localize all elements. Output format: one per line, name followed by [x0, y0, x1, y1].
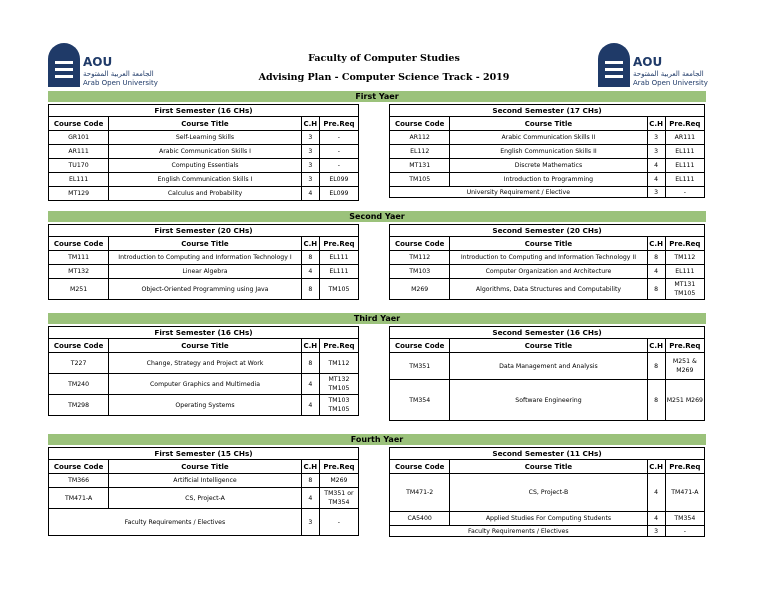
- credit-hours: 3: [301, 173, 319, 187]
- credit-hours: 4: [301, 395, 319, 416]
- column-header-ch: C.H: [301, 339, 319, 353]
- prerequisite: EL111: [319, 265, 358, 279]
- course-title: Operating Systems: [109, 395, 302, 416]
- column-header-ch: C.H: [647, 117, 665, 131]
- prerequisite: EL111: [665, 173, 704, 187]
- credit-hours: 3: [647, 145, 665, 159]
- prerequisite: TM471-A: [665, 474, 704, 512]
- elective-row: [390, 526, 705, 537]
- logo-arabic: الجامعة العربية المفتوحة: [83, 70, 154, 78]
- column-header-title: Course Title: [109, 117, 302, 131]
- course-row: [390, 251, 705, 265]
- prerequisite: TM112: [665, 251, 704, 265]
- course-row: [390, 474, 705, 512]
- credit-hours: 3: [301, 131, 319, 145]
- course-row: [49, 187, 359, 201]
- prerequisite: EL111: [665, 265, 704, 279]
- course-title: Data Management and Analysis: [450, 353, 647, 380]
- course-code: TM105: [390, 173, 450, 187]
- prerequisite: EL111: [319, 251, 358, 265]
- course-row: [390, 353, 705, 380]
- course-row: [49, 488, 359, 509]
- course-code: MT129: [49, 187, 109, 201]
- credit-hours: 3: [647, 526, 665, 537]
- semester-title: Second Semester (17 CHs): [390, 105, 705, 117]
- semester-title: First Semester (20 CHs): [49, 225, 359, 237]
- column-header-ch: C.H: [647, 339, 665, 353]
- credit-hours: 8: [647, 380, 665, 421]
- column-header-prereq: Pre.Req: [665, 117, 704, 131]
- course-code: TM111: [49, 251, 109, 265]
- column-header-title: Course Title: [109, 237, 302, 251]
- course-title: Self-Learning Skills: [109, 131, 302, 145]
- column-header-code: Course Code: [390, 339, 450, 353]
- aou-emblem-icon: [598, 43, 630, 87]
- credit-hours: 4: [301, 374, 319, 395]
- course-row: [49, 251, 359, 265]
- course-code: AR112: [390, 131, 450, 145]
- course-title: Software Engineering: [450, 380, 647, 421]
- credit-hours: 3: [647, 187, 665, 198]
- second-semester-table: [389, 224, 705, 300]
- aou-emblem-icon: [48, 43, 80, 87]
- credit-hours: 3: [301, 145, 319, 159]
- column-header-code: Course Code: [390, 117, 450, 131]
- column-header-prereq: Pre.Req: [319, 117, 358, 131]
- course-code: EL112: [390, 145, 450, 159]
- course-row: [49, 374, 359, 395]
- column-header-prereq: Pre.Req: [319, 460, 358, 474]
- page-title: Faculty of Computer Studies: [308, 53, 460, 64]
- column-header-ch: C.H: [301, 460, 319, 474]
- course-title: Linear Algebra: [109, 265, 302, 279]
- course-title: Calculus and Probability: [109, 187, 302, 201]
- course-code: TM471-2: [390, 474, 450, 512]
- credit-hours: 8: [647, 353, 665, 380]
- second-semester-table: [389, 326, 705, 421]
- column-header-ch: C.H: [647, 237, 665, 251]
- year-header: Fourth Yaer: [48, 434, 706, 445]
- course-code: T227: [49, 353, 109, 374]
- course-row: [390, 265, 705, 279]
- elective-title: Faculty Requirements / Electives: [49, 509, 302, 536]
- semester-title: First Semester (16 CHs): [49, 327, 359, 339]
- course-title: Applied Studies For Computing Students: [450, 512, 647, 526]
- credit-hours: 8: [301, 251, 319, 265]
- course-code: TM471-A: [49, 488, 109, 509]
- course-code: TM354: [390, 380, 450, 421]
- logo-abbr: AOU: [633, 55, 663, 69]
- prerequisite: -: [665, 187, 704, 198]
- prerequisite: -: [319, 145, 358, 159]
- course-title: English Communication Skills II: [450, 145, 647, 159]
- credit-hours: 4: [647, 159, 665, 173]
- first-semester-table: [48, 224, 359, 300]
- elective-title: University Requirement / Elective: [390, 187, 648, 198]
- course-row: [49, 353, 359, 374]
- prerequisite: TM351 or TM354: [319, 488, 358, 509]
- year-header: First Yaer: [48, 91, 706, 102]
- credit-hours: 3: [301, 159, 319, 173]
- course-row: [390, 173, 705, 187]
- column-header-ch: C.H: [301, 117, 319, 131]
- credit-hours: 4: [647, 265, 665, 279]
- column-header-title: Course Title: [450, 117, 647, 131]
- credit-hours: 8: [647, 251, 665, 265]
- prerequisite: AR111: [665, 131, 704, 145]
- prerequisite: TM112: [319, 353, 358, 374]
- prerequisite: TM354: [665, 512, 704, 526]
- year-header: Third Yaer: [48, 313, 706, 324]
- credit-hours: 4: [301, 265, 319, 279]
- first-semester-table: [48, 326, 359, 416]
- course-code: MT131: [390, 159, 450, 173]
- credit-hours: 3: [301, 509, 319, 536]
- credit-hours: 8: [301, 279, 319, 300]
- column-header-code: Course Code: [49, 117, 109, 131]
- course-code: MT132: [49, 265, 109, 279]
- credit-hours: 3: [647, 131, 665, 145]
- prerequisite: M269: [319, 474, 358, 488]
- prerequisite: TM105: [319, 279, 358, 300]
- first-semester-table: [48, 104, 359, 201]
- course-row: [49, 145, 359, 159]
- course-title: Arabic Communication Skills II: [450, 131, 647, 145]
- course-title: Introduction to Computing and Information Technology I: [109, 251, 302, 265]
- prerequisite: EL111: [665, 159, 704, 173]
- course-code: TM103: [390, 265, 450, 279]
- course-title: Artificial Intelligence: [109, 474, 302, 488]
- column-header-ch: C.H: [301, 237, 319, 251]
- column-header-prereq: Pre.Req: [665, 237, 704, 251]
- course-title: Object-Oriented Programming using Java: [109, 279, 302, 300]
- column-header-code: Course Code: [49, 460, 109, 474]
- course-title: English Communication Skills I: [109, 173, 302, 187]
- course-code: GR101: [49, 131, 109, 145]
- prerequisite: -: [319, 131, 358, 145]
- course-title: Computer Organization and Architecture: [450, 265, 647, 279]
- elective-row: [390, 187, 705, 198]
- course-code: TM240: [49, 374, 109, 395]
- semester-title: First Semester (16 CHs): [49, 105, 359, 117]
- column-header-code: Course Code: [390, 460, 450, 474]
- elective-row: [49, 509, 359, 536]
- course-row: [49, 131, 359, 145]
- logo-arabic: الجامعة العربية المفتوحة: [633, 70, 704, 78]
- course-row: [390, 145, 705, 159]
- course-code: M251: [49, 279, 109, 300]
- column-header-code: Course Code: [49, 339, 109, 353]
- semester-title: First Semester (15 CHs): [49, 448, 359, 460]
- column-header-title: Course Title: [109, 339, 302, 353]
- column-header-code: Course Code: [49, 237, 109, 251]
- credit-hours: 8: [301, 474, 319, 488]
- course-row: [49, 395, 359, 416]
- prerequisite: -: [319, 509, 358, 536]
- prerequisite: MT132 TM105: [319, 374, 358, 395]
- course-row: [390, 159, 705, 173]
- aou-logo-left: [48, 43, 158, 91]
- course-row: [390, 131, 705, 145]
- credit-hours: 8: [647, 279, 665, 300]
- credit-hours: 4: [301, 187, 319, 201]
- course-title: Discrete Mathematics: [450, 159, 647, 173]
- course-row: [49, 173, 359, 187]
- course-title: Arabic Communication Skills I: [109, 145, 302, 159]
- credit-hours: 4: [301, 488, 319, 509]
- course-code: TM112: [390, 251, 450, 265]
- course-title: Computer Graphics and Multimedia: [109, 374, 302, 395]
- course-title: Introduction to Computing and Information Technology II: [450, 251, 647, 265]
- course-code: TU170: [49, 159, 109, 173]
- course-code: CA5400: [390, 512, 450, 526]
- aou-logo-right: [598, 43, 708, 91]
- column-header-ch: C.H: [647, 460, 665, 474]
- course-title: CS, Project-B: [450, 474, 647, 512]
- column-header-prereq: Pre.Req: [665, 339, 704, 353]
- column-header-prereq: Pre.Req: [319, 237, 358, 251]
- course-code: TM351: [390, 353, 450, 380]
- prerequisite: M251 M269: [665, 380, 704, 421]
- credit-hours: 8: [301, 353, 319, 374]
- course-row: [390, 279, 705, 300]
- course-row: [49, 474, 359, 488]
- column-header-title: Course Title: [109, 460, 302, 474]
- column-header-title: Course Title: [450, 339, 647, 353]
- semester-title: Second Semester (20 CHs): [390, 225, 705, 237]
- year-header: Second Yaer: [48, 211, 706, 222]
- course-title: Change, Strategy and Project at Work: [109, 353, 302, 374]
- prerequisite: EL111: [665, 145, 704, 159]
- column-header-title: Course Title: [450, 237, 647, 251]
- course-row: [390, 512, 705, 526]
- elective-title: Faculty Requirements / Electives: [390, 526, 648, 537]
- prerequisite: -: [319, 159, 358, 173]
- logo-abbr: AOU: [83, 55, 113, 69]
- credit-hours: 4: [647, 173, 665, 187]
- column-header-title: Course Title: [450, 460, 647, 474]
- prerequisite: M251 & M269: [665, 353, 704, 380]
- prerequisite: MT131 TM105: [665, 279, 704, 300]
- prerequisite: EL099: [319, 187, 358, 201]
- logo-english: Arab Open University: [83, 79, 158, 87]
- column-header-code: Course Code: [390, 237, 450, 251]
- semester-title: Second Semester (11 CHs): [390, 448, 705, 460]
- logo-english: Arab Open University: [633, 79, 708, 87]
- first-semester-table: [48, 447, 359, 536]
- page-subtitle: Advising Plan - Computer Science Track - 2019: [258, 72, 510, 83]
- semester-title: Second Semester (16 CHs): [390, 327, 705, 339]
- course-title: Algorithms, Data Structures and Computability: [450, 279, 647, 300]
- credit-hours: 4: [647, 474, 665, 512]
- course-row: [49, 279, 359, 300]
- prerequisite: TM103 TM105: [319, 395, 358, 416]
- course-row: [49, 159, 359, 173]
- second-semester-table: [389, 104, 705, 198]
- course-code: M269: [390, 279, 450, 300]
- course-code: TM298: [49, 395, 109, 416]
- column-header-prereq: Pre.Req: [319, 339, 358, 353]
- prerequisite: -: [665, 526, 704, 537]
- course-row: [390, 380, 705, 421]
- second-semester-table: [389, 447, 705, 537]
- course-title: Introduction to Programming: [450, 173, 647, 187]
- prerequisite: EL099: [319, 173, 358, 187]
- course-title: Computing Essentials: [109, 159, 302, 173]
- course-code: AR111: [49, 145, 109, 159]
- column-header-prereq: Pre.Req: [665, 460, 704, 474]
- course-row: [49, 265, 359, 279]
- credit-hours: 4: [647, 512, 665, 526]
- course-code: EL111: [49, 173, 109, 187]
- course-title: CS, Project-A: [109, 488, 302, 509]
- course-code: TM366: [49, 474, 109, 488]
